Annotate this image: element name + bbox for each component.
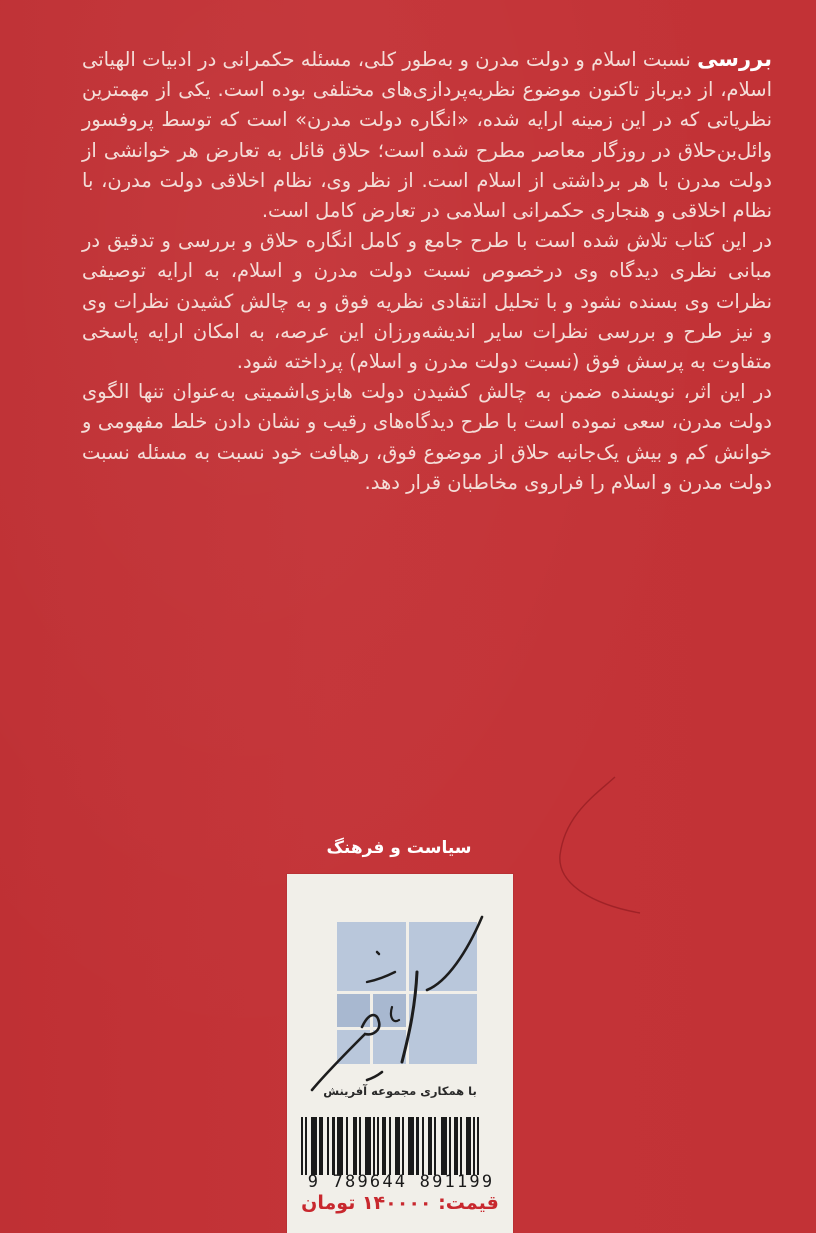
- blurb-paragraph-2: در این کتاب تلاش شده است با طرح جامع و کامل انگاره حلاق و بررسی و تدقیق در مبانی نظری دیدگاه وی درخصوص نسبت دولت مدرن و اسلام، به ارایه توصیفی نظرات وی بسنده نشود و با تحلیل انتقادی نظریه فوق و به چالش کشیدن نظرات وی و نیز طرح و بررسی نظرات سایر اندیشه‌ورزان این عرصه، به امکان ارایه پاسخی متفاوت به پرسش فوق (نسبت دولت مدرن و اسلام) پرداخته شود.: [82, 229, 772, 374]
- isbn-barcode: [301, 1117, 499, 1175]
- isbn-number: 9 789644 891199: [307, 1172, 495, 1192]
- lead-word: بررسی: [697, 47, 772, 71]
- paragraph-1-body: نسبت اسلام و دولت مدرن و به‌طور کلی، مسئله حکمرانی در ادبیات الهیاتی اسلام، از دیرباز تاکنون موضوع نظریه‌پردازی‌های مختلفی بوده است. یکی از مهمترین نظریاتی که در این زمینه ارایه شده، «انگاره دولت مدرن» است که توسط پروفسور وائل‌بن‌حلاق در روزگار معاصر مطرح شده است؛ حلاق قائل به تعارض هر خوانشی از دولت مدرن با هر برداشتی از اسلام است. از نظر وی، نظام اخلاقی دولت مدرن، با نظام اخلاقی و هنجاری حکمرانی اسلامی در تعارض کامل است.: [82, 48, 772, 223]
- calligraphy-signature-icon: [307, 912, 507, 1092]
- price-label: قیمت: ۱۴۰۰۰۰ تومان: [301, 1192, 499, 1214]
- blurb-paragraph-3: در این اثر، نویسنده ضمن به چالش کشیدن دولت هابزی‌اشمیتی به‌عنوان تنها الگوی دولت مدرن، سعی نموده است با طرح دیدگاه‌های رقیب و نشان دادن خلط مفهومی و خوانش کم و بیش یک‌جانبه حلاق از موضوع فوق، رهیافت خود نسبت به مسئله نسبت دولت مدرن و اسلام را فراروی مخاطبان قرار دهد.: [82, 380, 772, 494]
- publisher-logo: [337, 922, 477, 1064]
- blurb-paragraph-1: [82, 44, 772, 226]
- scratch-mark-icon: [555, 775, 655, 925]
- collaboration-text: با همکاری مجموعه آفرینش: [323, 1084, 477, 1098]
- series-title: سیاست و فرهنگ: [326, 838, 472, 858]
- blurb-text: [82, 44, 772, 498]
- publisher-card: [287, 874, 513, 1233]
